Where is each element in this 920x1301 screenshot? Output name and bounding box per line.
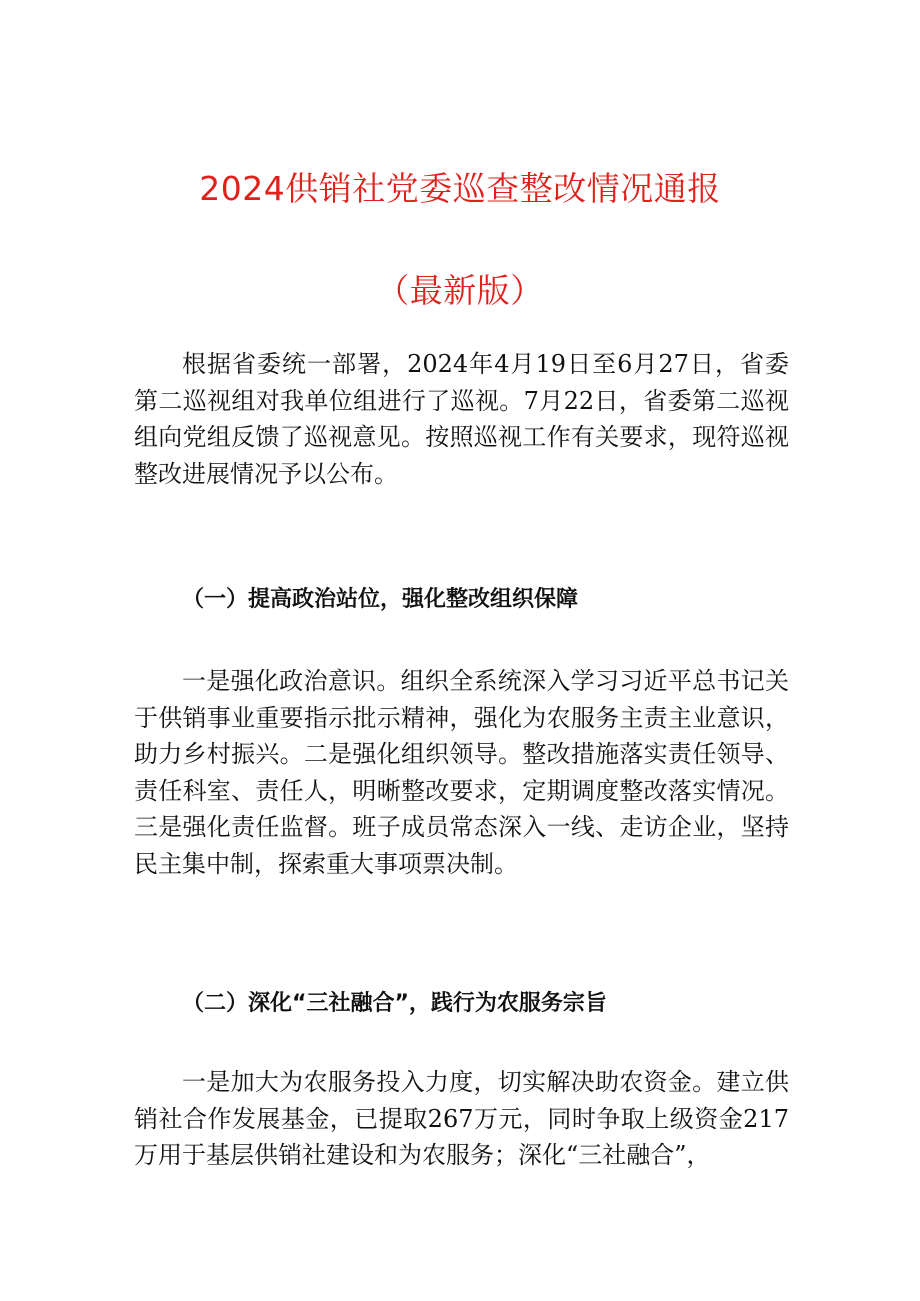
section-2-heading: （二）深化“三社融合”，践行为农服务宗旨 bbox=[182, 991, 607, 1016]
document-title: 2024供销社党委巡查整改情况通报 bbox=[199, 169, 721, 208]
section-1-paragraph: 一是强化政治意识。组织全系统深入学习习近平总书记关于供销事业重要指示批示精神，强化为农服务主责主业意识，助力乡村振兴。二是强化组织领导。整改措施落实责任领导、责任科室、责任人，明晰整改要求，定期调度整改落实情况。三是强化责任监督。班子成员常态深入一线、走访企业，坚持民主集中制，探索重大事项票决制。 bbox=[134, 667, 789, 878]
document-subtitle: （最新版） bbox=[376, 271, 544, 310]
section-2-paragraph: 一是加大为农服务投入力度，切实解决助农资金。建立供销社合作发展基金，已提取267万元，同时争取上级资金217万用于基层供销社建设和为农服务；深化“三社融合”， bbox=[134, 1068, 789, 1169]
section-1-heading: （一）提高政治站位，强化整改组织保障 bbox=[182, 587, 579, 612]
intro-paragraph: 根据省委统一部署，2024年4月19日至6月27日，省委第二巡视组对我单位组进行了巡视。7月22日，省委第二巡视组向党组反馈了巡视意见。按照巡视工作有关要求，现符巡视整改进展情况予以公布。 bbox=[134, 350, 789, 488]
